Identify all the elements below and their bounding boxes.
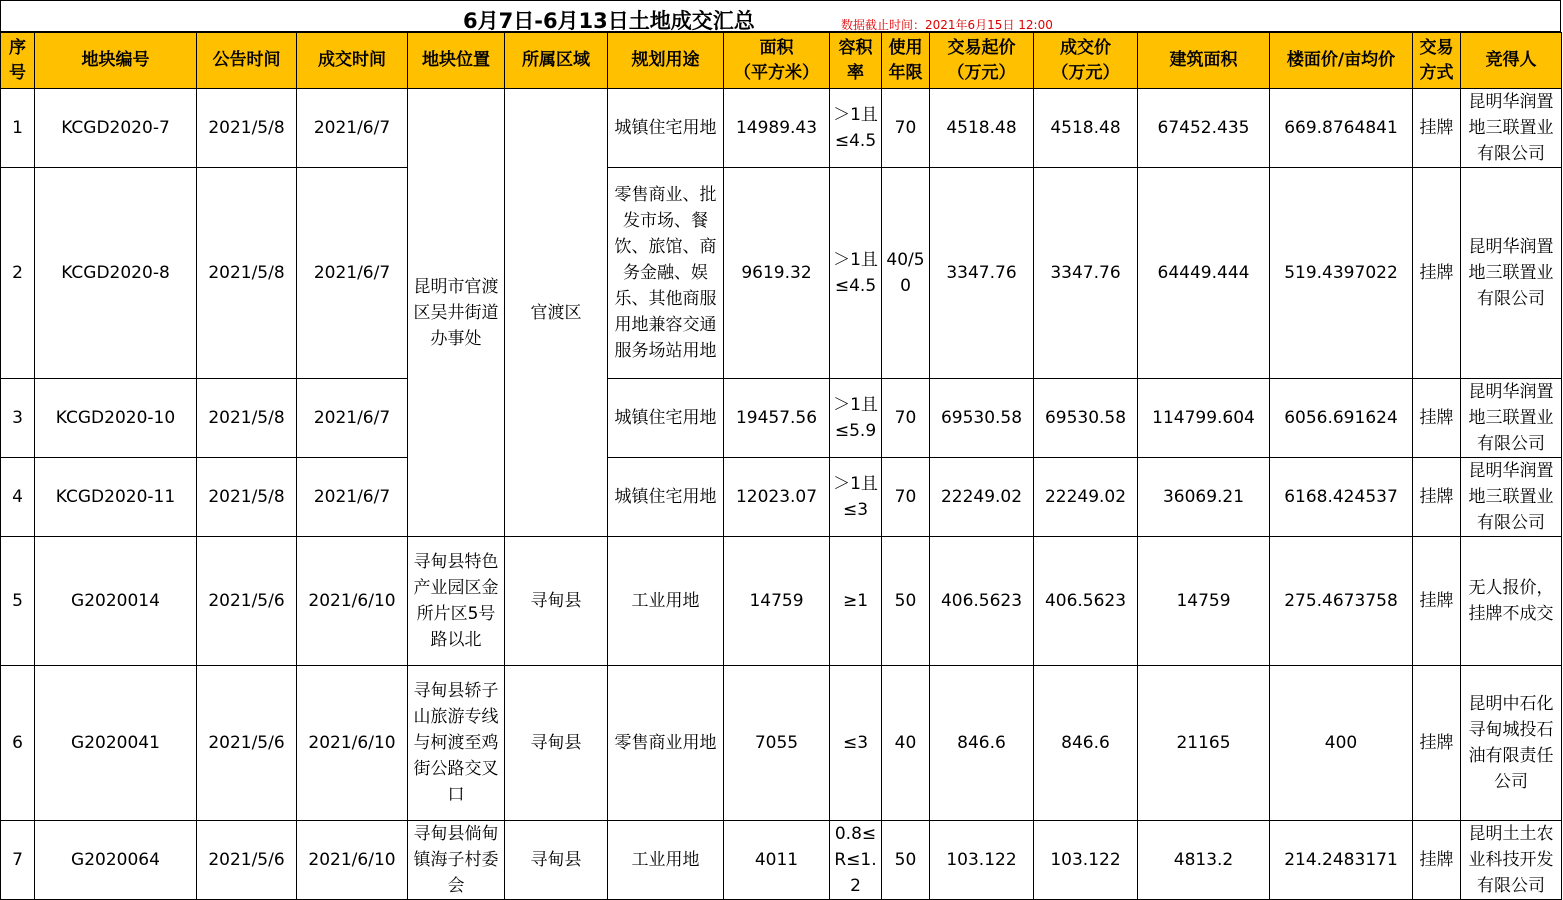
cell-area[interactable]: 14989.43: [724, 89, 830, 168]
table-row: [1, 537, 1562, 666]
table-row: [1, 666, 1562, 821]
cell-no[interactable]: 6: [1, 666, 35, 821]
cell-no[interactable]: 3: [1, 379, 35, 458]
cell-code[interactable]: KCGD2020-7: [35, 89, 197, 168]
cell-gfa[interactable]: 21165: [1138, 666, 1270, 821]
cell-deal-date[interactable]: 2021/6/7: [297, 168, 408, 379]
cell-years[interactable]: 70: [882, 379, 930, 458]
cell-planned-use[interactable]: 城镇住宅用地: [608, 458, 724, 537]
cell-announce-date[interactable]: 2021/5/8: [197, 379, 297, 458]
cell-announce-date[interactable]: 2021/5/8: [197, 458, 297, 537]
cell-winner[interactable]: 昆明土土农业科技开发有限公司: [1461, 821, 1562, 900]
cell-planned-use[interactable]: 零售商业、批发市场、餐饮、旅馆、商务金融、娱乐、其他商服用地兼容交通服务场站用地: [608, 168, 724, 379]
cell-district[interactable]: 寻甸县: [505, 666, 608, 821]
header-location[interactable]: 地块位置: [408, 33, 505, 89]
land-transaction-table: [0, 32, 1562, 900]
cell-planned-use[interactable]: 工业用地: [608, 537, 724, 666]
cell-no[interactable]: 5: [1, 537, 35, 666]
cell-district[interactable]: 寻甸县: [505, 537, 608, 666]
header-announce-date[interactable]: 公告时间: [197, 33, 297, 89]
cell-area[interactable]: 19457.56: [724, 379, 830, 458]
header-no[interactable]: 序 号: [1, 33, 35, 89]
cell-unit-price[interactable]: 519.4397022: [1270, 168, 1413, 379]
cell-location[interactable]: 寻甸县特色产业园区金所片区5号路以北: [408, 537, 505, 666]
cell-start-price[interactable]: 103.122: [930, 821, 1034, 900]
title-bar: [0, 0, 1561, 32]
cell-winner[interactable]: 昆明华润置地三联置业有限公司: [1461, 379, 1562, 458]
cell-gfa[interactable]: 14759: [1138, 537, 1270, 666]
table-row: [1, 168, 1562, 379]
cell-announce-date[interactable]: 2021/5/8: [197, 168, 297, 379]
cell-years[interactable]: 50: [882, 537, 930, 666]
cell-mode[interactable]: 挂牌: [1413, 89, 1461, 168]
header-planned-use[interactable]: 规划用途: [608, 33, 724, 89]
header-gfa[interactable]: 建筑面积: [1138, 33, 1270, 89]
cell-gfa[interactable]: 67452.435: [1138, 89, 1270, 168]
header-row: [1, 33, 1562, 89]
cell-mode[interactable]: 挂牌: [1413, 537, 1461, 666]
cell-deal-date[interactable]: 2021/6/10: [297, 821, 408, 900]
cell-start-price[interactable]: 846.6: [930, 666, 1034, 821]
cell-unit-price[interactable]: 214.2483171: [1270, 821, 1413, 900]
cell-announce-date[interactable]: 2021/5/6: [197, 821, 297, 900]
cell-code[interactable]: KCGD2020-8: [35, 168, 197, 379]
cell-deal-date[interactable]: 2021/6/10: [297, 537, 408, 666]
cell-deal-price[interactable]: 103.122: [1034, 821, 1138, 900]
header-area[interactable]: 面积 （平方米）: [724, 33, 830, 89]
cell-area[interactable]: 14759: [724, 537, 830, 666]
cell-unit-price[interactable]: 669.8764841: [1270, 89, 1413, 168]
cell-deal-price[interactable]: 69530.58: [1034, 379, 1138, 458]
cell-winner[interactable]: 昆明华润置地三联置业有限公司: [1461, 458, 1562, 537]
cell-no[interactable]: 1: [1, 89, 35, 168]
cell-announce-date[interactable]: 2021/5/8: [197, 89, 297, 168]
cell-code[interactable]: G2020041: [35, 666, 197, 821]
cell-deal-price[interactable]: 3347.76: [1034, 168, 1138, 379]
cell-start-price[interactable]: 3347.76: [930, 168, 1034, 379]
cell-mode[interactable]: 挂牌: [1413, 458, 1461, 537]
cell-winner[interactable]: 昆明中石化寻甸城投石油有限责任公司: [1461, 666, 1562, 821]
cell-planned-use[interactable]: 工业用地: [608, 821, 724, 900]
cell-gfa[interactable]: 4813.2: [1138, 821, 1270, 900]
table-row: [1, 821, 1562, 900]
cell-start-price[interactable]: 69530.58: [930, 379, 1034, 458]
cell-years[interactable]: 50: [882, 821, 930, 900]
header-years[interactable]: 使用 年限: [882, 33, 930, 89]
cell-code[interactable]: G2020064: [35, 821, 197, 900]
cell-mode[interactable]: 挂牌: [1413, 168, 1461, 379]
header-far[interactable]: 容积 率: [830, 33, 882, 89]
cell-far[interactable]: ≤3: [830, 666, 882, 821]
header-deal-date[interactable]: 成交时间: [297, 33, 408, 89]
cell-unit-price[interactable]: 6056.691624: [1270, 379, 1413, 458]
cell-start-price[interactable]: 22249.02: [930, 458, 1034, 537]
cell-far[interactable]: ＞1且≤3: [830, 458, 882, 537]
cell-no[interactable]: 7: [1, 821, 35, 900]
cell-district[interactable]: 寻甸县: [505, 821, 608, 900]
cell-district-merged[interactable]: 官渡区: [505, 89, 608, 537]
cell-area[interactable]: 4011: [724, 821, 830, 900]
header-mode[interactable]: 交易 方式: [1413, 33, 1461, 89]
cell-deal-date[interactable]: 2021/6/7: [297, 458, 408, 537]
cell-no[interactable]: 4: [1, 458, 35, 537]
cell-gfa[interactable]: 64449.444: [1138, 168, 1270, 379]
cell-unit-price[interactable]: 400: [1270, 666, 1413, 821]
cell-gfa[interactable]: 36069.21: [1138, 458, 1270, 537]
cell-mode[interactable]: 挂牌: [1413, 666, 1461, 821]
cell-mode[interactable]: 挂牌: [1413, 821, 1461, 900]
sheet-title: 6月7日-6月13日土地成交汇总: [463, 9, 755, 33]
cell-location[interactable]: 寻甸县倘甸镇海子村委会: [408, 821, 505, 900]
cell-deal-date[interactable]: 2021/6/7: [297, 89, 408, 168]
header-deal-price[interactable]: 成交价 （万元）: [1034, 33, 1138, 89]
cell-announce-date[interactable]: 2021/5/6: [197, 537, 297, 666]
cell-area[interactable]: 12023.07: [724, 458, 830, 537]
cell-mode[interactable]: 挂牌: [1413, 379, 1461, 458]
cell-announce-date[interactable]: 2021/5/6: [197, 666, 297, 821]
cell-years[interactable]: 40/50: [882, 168, 930, 379]
header-winner[interactable]: 竞得人: [1461, 33, 1562, 89]
cell-start-price[interactable]: 4518.48: [930, 89, 1034, 168]
cell-planned-use[interactable]: 城镇住宅用地: [608, 379, 724, 458]
cell-far[interactable]: ≥1: [830, 537, 882, 666]
cell-gfa[interactable]: 114799.604: [1138, 379, 1270, 458]
cell-deal-price[interactable]: 406.5623: [1034, 537, 1138, 666]
cell-deal-date[interactable]: 2021/6/7: [297, 379, 408, 458]
cell-code[interactable]: KCGD2020-11: [35, 458, 197, 537]
cell-deal-price[interactable]: 22249.02: [1034, 458, 1138, 537]
cell-deal-date[interactable]: 2021/6/10: [297, 666, 408, 821]
cell-winner[interactable]: 无人报价，挂牌不成交: [1461, 537, 1562, 666]
cell-far[interactable]: ＞1且≤4.5: [830, 168, 882, 379]
cell-location-merged[interactable]: 昆明市官渡区吴井街道办事处: [408, 89, 505, 537]
header-start-price[interactable]: 交易起价 （万元）: [930, 33, 1034, 89]
cell-area[interactable]: 7055: [724, 666, 830, 821]
table-row: [1, 89, 1562, 168]
data-cutoff-note: 数据截止时间：2021年6月15日 12:00: [841, 18, 1053, 32]
table-row: [1, 379, 1562, 458]
cell-far[interactable]: 0.8≤R≤1.2: [830, 821, 882, 900]
cell-deal-price[interactable]: 4518.48: [1034, 89, 1138, 168]
cell-code[interactable]: KCGD2020-10: [35, 379, 197, 458]
cell-far[interactable]: ＞1且≤4.5: [830, 89, 882, 168]
header-code[interactable]: 地块编号: [35, 33, 197, 89]
cell-area[interactable]: 9619.32: [724, 168, 830, 379]
cell-code[interactable]: G2020014: [35, 537, 197, 666]
header-district[interactable]: 所属区域: [505, 33, 608, 89]
header-unit-price[interactable]: 楼面价/亩均价: [1270, 33, 1413, 89]
cell-winner[interactable]: 昆明华润置地三联置业有限公司: [1461, 89, 1562, 168]
cell-deal-price[interactable]: 846.6: [1034, 666, 1138, 821]
cell-years[interactable]: 40: [882, 666, 930, 821]
cell-location[interactable]: 寻甸县轿子山旅游专线与柯渡至鸡街公路交叉口: [408, 666, 505, 821]
cell-years[interactable]: 70: [882, 458, 930, 537]
cell-planned-use[interactable]: 城镇住宅用地: [608, 89, 724, 168]
cell-years[interactable]: 70: [882, 89, 930, 168]
cell-unit-price[interactable]: 6168.424537: [1270, 458, 1413, 537]
table-row: [1, 458, 1562, 537]
cell-winner[interactable]: 昆明华润置地三联置业有限公司: [1461, 168, 1562, 379]
cell-unit-price[interactable]: 275.4673758: [1270, 537, 1413, 666]
cell-far[interactable]: ＞1且≤5.9: [830, 379, 882, 458]
cell-no[interactable]: 2: [1, 168, 35, 379]
cell-planned-use[interactable]: 零售商业用地: [608, 666, 724, 821]
cell-start-price[interactable]: 406.5623: [930, 537, 1034, 666]
